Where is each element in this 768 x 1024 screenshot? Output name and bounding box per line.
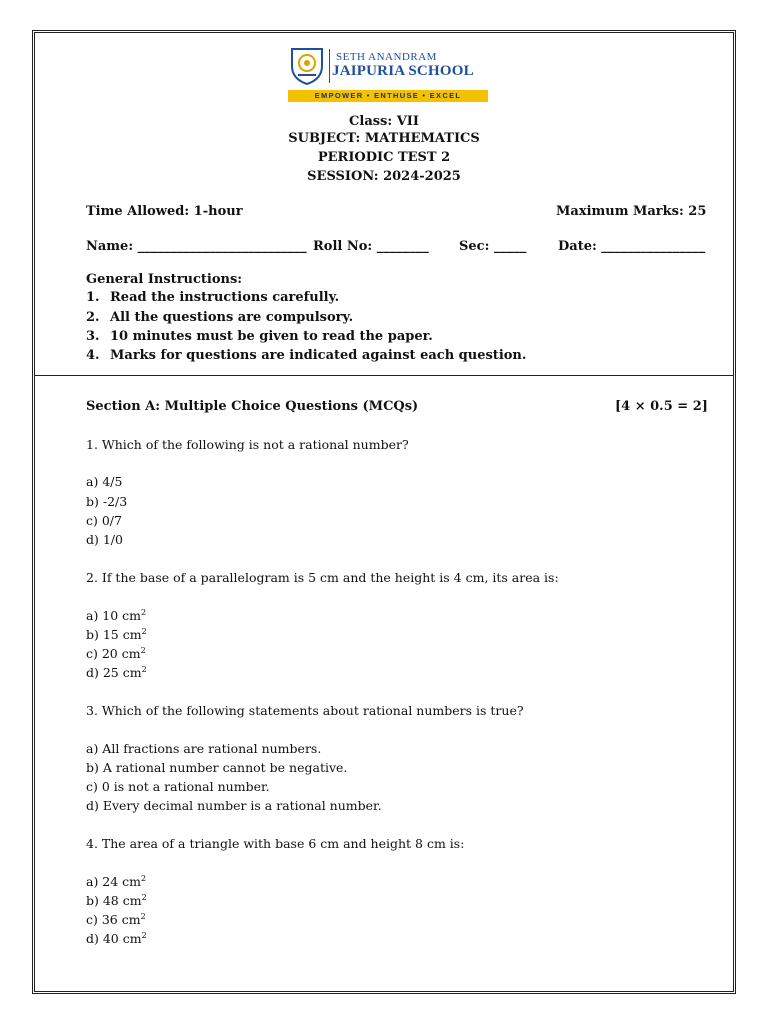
test-heading: PERIODIC TEST 2 xyxy=(317,150,451,165)
instruction-text: Marks for questions are indicated against each question. xyxy=(110,348,527,363)
option-text: c) 36 cm xyxy=(86,912,141,927)
superscript: 2 xyxy=(141,931,147,940)
instruction-text: 10 minutes must be given to read the paper. xyxy=(110,329,433,344)
date-field: Date: ________________ xyxy=(558,239,706,254)
option-text: d) 40 cm xyxy=(86,931,142,946)
superscript: 2 xyxy=(140,646,146,655)
option-text: a) 24 cm xyxy=(86,874,142,889)
question-3: 3. Which of the following statements about rational numbers is true? xyxy=(86,703,524,718)
name-field: Name: __________________________ xyxy=(86,239,307,254)
question-3-option: c) 0 is not a rational number. xyxy=(86,779,270,794)
instructions-title: General Instructions: xyxy=(86,272,243,287)
superscript: 2 xyxy=(140,912,146,921)
question-2-option xyxy=(86,665,147,680)
question-1-option: b) -2/3 xyxy=(86,494,128,509)
question-4-option xyxy=(86,874,146,889)
maximum-marks: Maximum Marks: 25 xyxy=(556,204,707,219)
question-1: 1. Which of the following is not a rational number? xyxy=(86,437,409,452)
section-a-title: Section A: Multiple Choice Questions (MCQs) xyxy=(86,399,419,414)
school-tagline: EMPOWER • ENTHUSE • EXCEL xyxy=(288,90,488,102)
instruction-text: Read the instructions carefully. xyxy=(110,290,340,305)
section-divider xyxy=(35,375,733,376)
question-2-option xyxy=(86,646,146,661)
class-heading: Class: VII xyxy=(349,114,419,129)
question-2-option xyxy=(86,627,147,642)
question-1-option: c) 0/7 xyxy=(86,513,122,528)
question-4-option xyxy=(86,912,146,927)
section-field: Sec: _____ xyxy=(459,239,527,254)
question-1-option: d) 1/0 xyxy=(86,532,123,547)
logo-divider xyxy=(329,49,330,83)
question-3-option: d) Every decimal number is a rational number. xyxy=(86,798,382,813)
roll-no-field: Roll No: ________ xyxy=(313,239,429,254)
instruction-num: 1. xyxy=(86,290,100,305)
superscript: 2 xyxy=(141,627,147,636)
school-crest-icon xyxy=(288,46,326,86)
session-heading: SESSION: 2024-2025 xyxy=(307,169,461,184)
option-text: c) 20 cm xyxy=(86,646,141,661)
superscript: 2 xyxy=(141,893,147,902)
option-text: b) 48 cm xyxy=(86,893,142,908)
superscript: 2 xyxy=(141,608,147,617)
question-2: 2. If the base of a parallelogram is 5 cm and the height is 4 cm, its area is: xyxy=(86,570,559,585)
school-name-line2: JAIPURIA SCHOOL xyxy=(332,63,474,79)
instruction-num: 2. xyxy=(86,310,100,325)
superscript: 2 xyxy=(141,874,147,883)
question-1-option: a) 4/5 xyxy=(86,474,123,489)
instruction-num: 4. xyxy=(86,348,100,363)
school-name-line1: SETH ANANDRAM xyxy=(336,51,437,63)
instruction-text: All the questions are compulsory. xyxy=(110,310,354,325)
subject-heading: SUBJECT: MATHEMATICS xyxy=(288,131,480,146)
option-text: a) 10 cm xyxy=(86,608,142,623)
section-a-marks: [4 × 0.5 = 2] xyxy=(615,399,708,414)
instruction-num: 3. xyxy=(86,329,100,344)
school-logo xyxy=(288,46,488,102)
time-allowed: Time Allowed: 1-hour xyxy=(86,204,243,219)
question-2-option xyxy=(86,608,146,623)
question-3-option: a) All fractions are rational numbers. xyxy=(86,741,322,756)
question-4: 4. The area of a triangle with base 6 cm and height 8 cm is: xyxy=(86,836,465,851)
superscript: 2 xyxy=(141,665,147,674)
option-text: b) 15 cm xyxy=(86,627,142,642)
option-text: d) 25 cm xyxy=(86,665,142,680)
question-4-option xyxy=(86,893,147,908)
question-3-option: b) A rational number cannot be negative. xyxy=(86,760,348,775)
question-4-option xyxy=(86,931,147,946)
